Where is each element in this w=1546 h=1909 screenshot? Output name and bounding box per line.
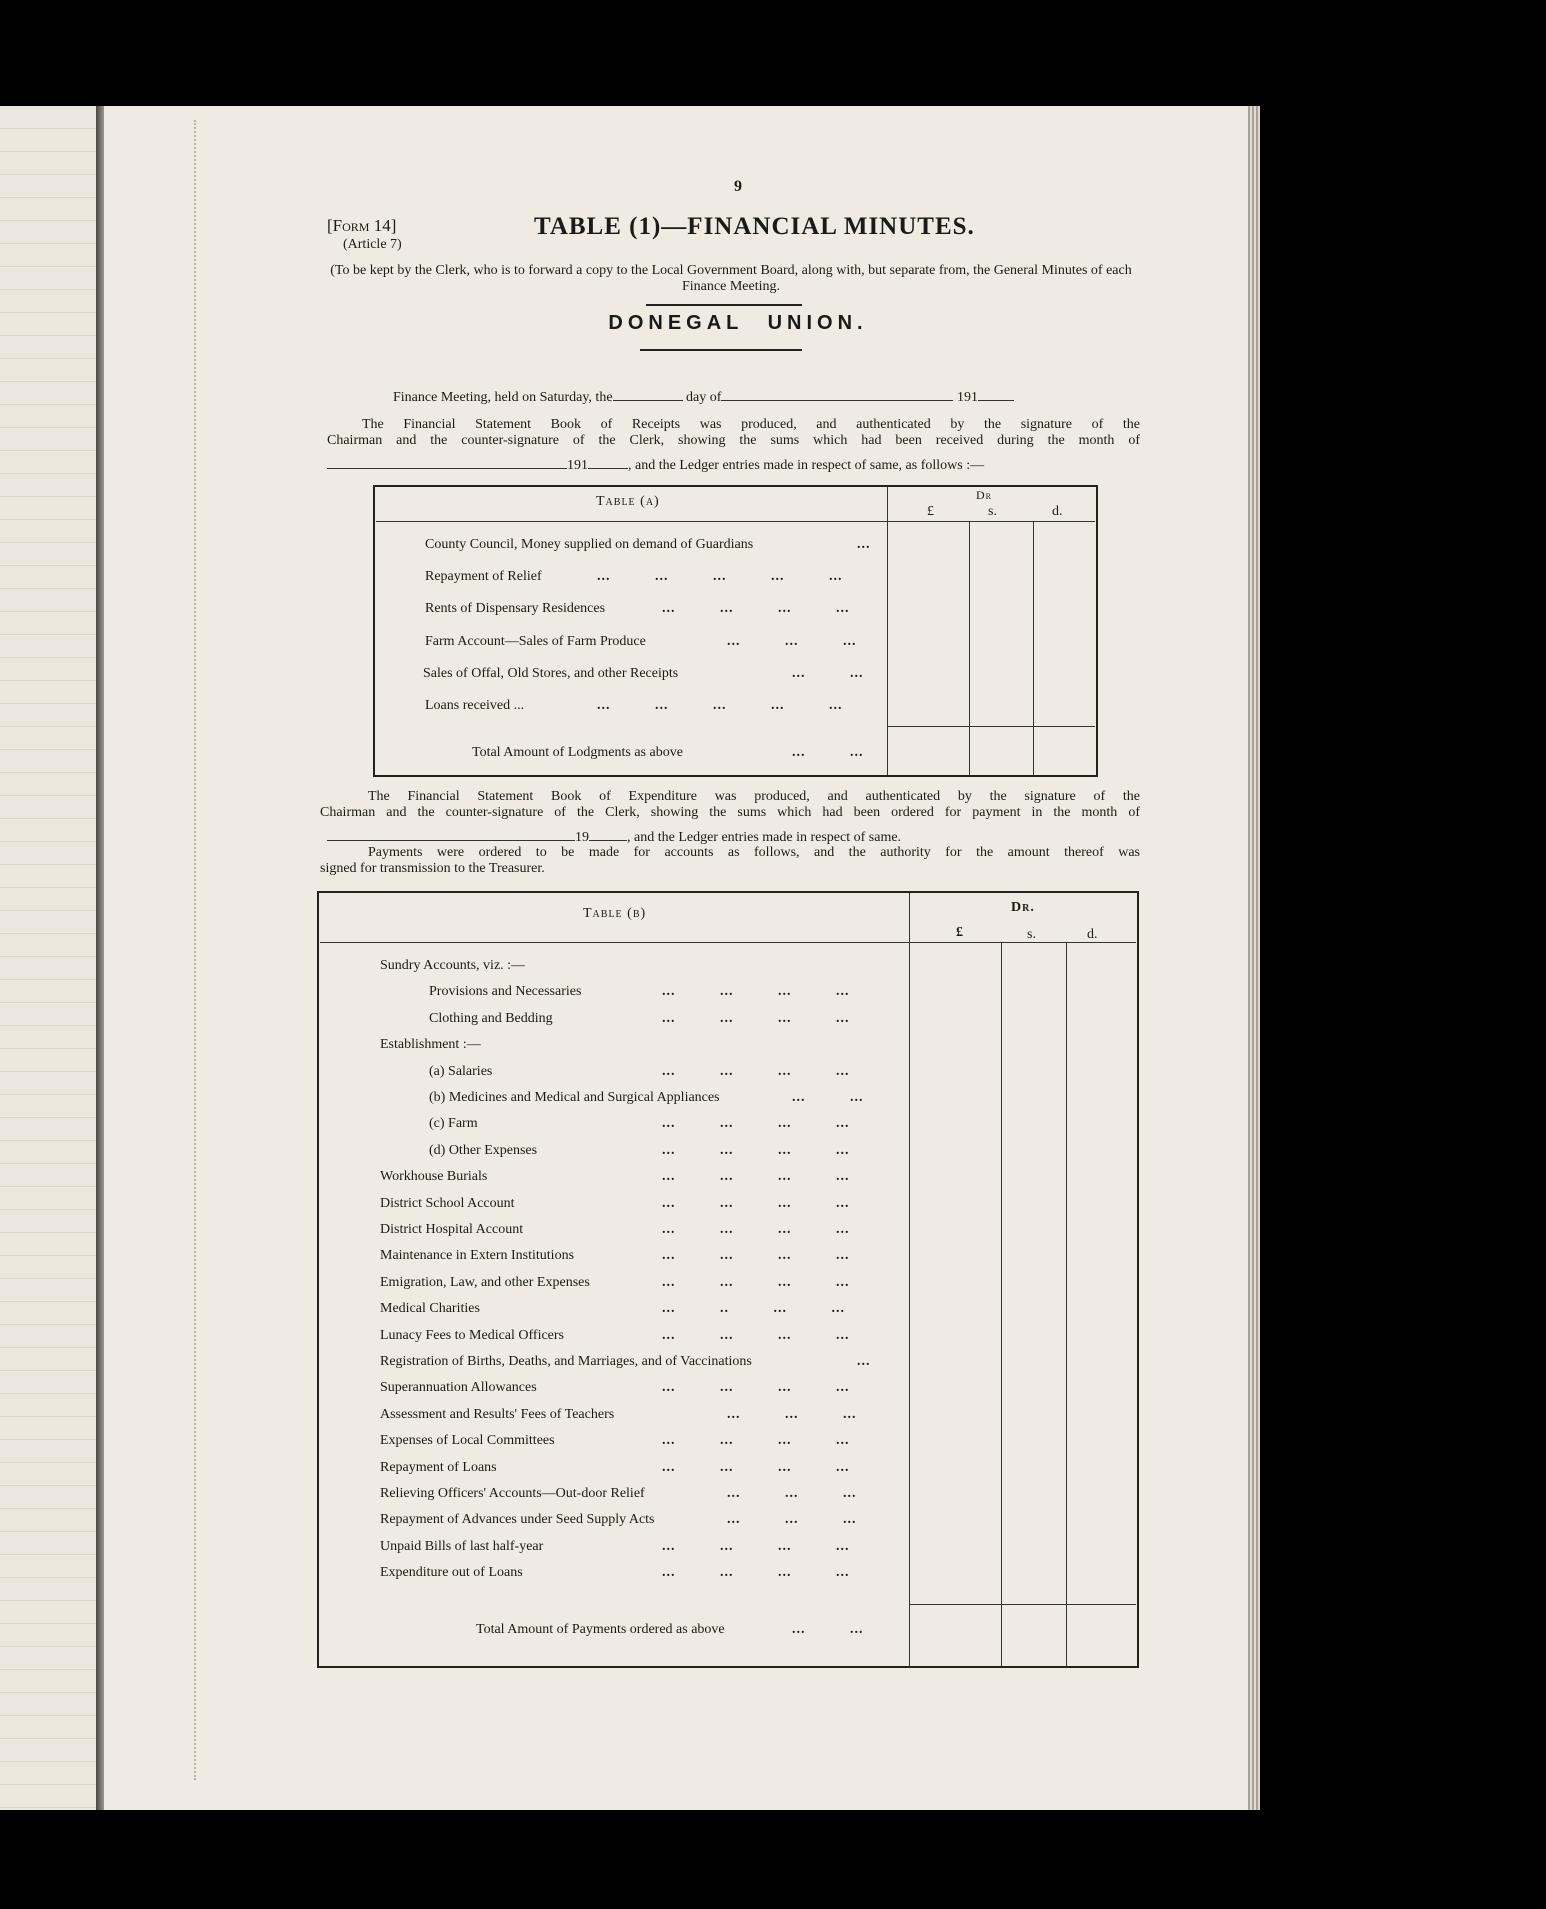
table-a-col-divider <box>1033 521 1034 775</box>
receipts-line-1: The Financial Statement Book of Receipts was produced, and authenticated by the signature of the <box>362 417 1140 432</box>
table-a-pence-header: d. <box>1052 504 1063 519</box>
table-b-row-label: Repayment of Loans <box>380 1460 497 1475</box>
instructions: (To be kept by the Clerk, who is to forward a copy to the Local Government Board, along with, but separate from, the General Minutes of each Finance Meeting. <box>330 263 1132 294</box>
receipts-line-2: Chairman and the counter-signature of the Clerk, showing the sums which had been received during the month of <box>327 433 1140 448</box>
month-blank[interactable] <box>721 389 953 401</box>
table-b-row-label: Medical Charities <box>380 1301 480 1316</box>
table-b-row-dots: ... ... ... ... <box>662 1565 850 1580</box>
table-a-row-label: Rents of Dispensary Residences <box>425 601 606 616</box>
page-edges <box>1248 106 1260 1810</box>
expenditure-year-blank[interactable] <box>589 829 627 841</box>
table-a <box>373 485 1098 777</box>
perforation-line <box>194 120 196 1780</box>
expenditure-line-3-text: , and the Ledger entries made in respect of same. <box>627 830 902 845</box>
table-b-dr: Dr. <box>1011 900 1035 915</box>
table-b-row-label: District Hospital Account <box>380 1222 524 1237</box>
table-b-row-label: Assessment and Results' Fees of Teachers <box>380 1407 615 1422</box>
table-b-row-dots: ... .. ... ... <box>662 1301 845 1316</box>
table-a-row-label: County Council, Money supplied on demand of Guardians <box>425 537 754 552</box>
table-a-col-divider <box>969 521 970 775</box>
table-b-col-divider <box>909 893 910 1666</box>
meeting-line-text: Finance Meeting, held on Saturday, the <box>393 390 613 405</box>
table-a-row-dots: ... ... ... <box>727 634 857 649</box>
table-b-total-dots: ... ... <box>792 1622 864 1637</box>
table-b-row-dots: ... ... ... ... <box>662 1248 850 1263</box>
table-b-shillings-header: s. <box>1027 927 1036 942</box>
table-a-row-dots: ... ... ... ... ... <box>597 698 843 713</box>
table-b-row-dots: ... ... ... ... <box>662 1433 850 1448</box>
table-b-total-rule <box>909 1604 1136 1605</box>
table-b-row-label: Clothing and Bedding <box>429 1011 553 1026</box>
table-b-row-dots: ... ... ... ... <box>662 984 850 999</box>
expenditure-line-2: Chairman and the counter-signature of the Clerk, showing the sums which had been ordered for payment in the month of <box>320 805 1140 820</box>
table-b-pence-header: d. <box>1087 927 1098 942</box>
table-b-row-label: (b) Medicines and Medical and Surgical Appliances <box>429 1090 720 1105</box>
expenditure-line-1: The Financial Statement Book of Expenditure was produced, and authenticated by the signature of the <box>368 789 1140 804</box>
table-a-total-rule <box>887 726 1095 727</box>
table-b-row-dots: ... ... ... ... <box>662 1539 850 1554</box>
table-b-row-label: Expenditure out of Loans <box>380 1565 523 1580</box>
table-b-row-label: Emigration, Law, and other Expenses <box>380 1275 590 1290</box>
table-b-pounds-header: £ <box>956 925 963 940</box>
table-b-row-dots: ... ... ... <box>727 1486 857 1501</box>
union-name: DONEGAL UNION. <box>608 312 868 334</box>
table-a-row-dots: ... ... <box>792 666 864 681</box>
table-b-row-dots: ... ... ... ... <box>662 1380 850 1395</box>
meeting-line-text: day of <box>686 390 722 405</box>
expenditure-line-3 <box>327 829 901 846</box>
year-blank[interactable] <box>978 389 1014 401</box>
receipts-year-blank[interactable] <box>588 457 628 469</box>
year-prefix: 19 <box>575 830 589 845</box>
book-gutter <box>96 106 104 1810</box>
day-blank[interactable] <box>613 389 683 401</box>
table-b-row-label: Establishment :— <box>380 1037 481 1052</box>
table-b-row-label: Lunacy Fees to Medical Officers <box>380 1328 565 1343</box>
article-reference: (Article 7) <box>343 237 402 252</box>
table-b-row-dots: ... ... ... ... <box>662 1169 850 1184</box>
receipts-line-3 <box>327 457 984 474</box>
table-b-row-label: (d) Other Expenses <box>429 1143 538 1158</box>
table-a-row-dots: ... ... ... ... ... <box>597 569 843 584</box>
table-a-row-dots: ... ... ... ... <box>662 601 850 616</box>
table-b-row-label: (a) Salaries <box>429 1064 493 1079</box>
receipts-month-blank[interactable] <box>327 457 567 469</box>
meeting-line <box>393 389 1014 406</box>
table-a-row-label: Sales of Offal, Old Stores, and other Receipts <box>423 666 679 681</box>
table-b-header-rule <box>320 942 1136 943</box>
divider <box>646 304 802 306</box>
table-b-row-dots: ... ... ... ... <box>662 1116 850 1131</box>
table-a-pounds-header: £ <box>927 504 934 519</box>
table-b-row-dots: ... ... ... ... <box>662 1222 850 1237</box>
table-b-row-label: Expenses of Local Committees <box>380 1433 555 1448</box>
table-a-col-divider <box>887 487 888 775</box>
table-b-row-label: District School Account <box>380 1196 515 1211</box>
table-b-row-label: Relieving Officers' Accounts—Out-door Relief <box>380 1486 645 1501</box>
table-a-total-dots: ... ... <box>792 745 864 760</box>
table-a-row-dots: ... <box>857 537 871 552</box>
table-b-row-dots: ... ... <box>792 1090 864 1105</box>
table-a-total-label: Total Amount of Lodgments as above <box>472 745 683 760</box>
table-b-row-dots: ... <box>857 1354 871 1369</box>
table-a-row-label: Farm Account—Sales of Farm Produce <box>425 634 646 649</box>
table-a-shillings-header: s. <box>988 504 997 519</box>
table-b-row-dots: ... ... ... ... <box>662 1011 850 1026</box>
table-b-row-dots: ... ... ... ... <box>662 1196 850 1211</box>
table-b-row-label: Workhouse Burials <box>380 1169 488 1184</box>
meeting-line-text: 191 <box>956 390 978 405</box>
table-b-col-divider <box>1066 942 1067 1666</box>
form-number: [Form 14] <box>327 216 397 235</box>
table-b-row-dots: ... ... ... <box>727 1407 857 1422</box>
table-b-row-dots: ... ... ... <box>727 1512 857 1527</box>
table-b-row-dots: ... ... ... ... <box>662 1460 850 1475</box>
divider <box>640 349 802 351</box>
year-prefix: 191 <box>567 458 588 473</box>
table-a-header-rule <box>376 521 1095 522</box>
table-a-row-label: Loans received ... <box>425 698 525 713</box>
expenditure-line-4: Payments were ordered to be made for accounts as follows, and the authority for the amount thereof was <box>368 845 1140 860</box>
table-b-col-divider <box>1001 942 1002 1666</box>
expenditure-line-5: signed for transmission to the Treasurer. <box>320 861 545 876</box>
receipts-line-3-text: , and the Ledger entries made in respect of same, as follows :— <box>628 458 985 473</box>
table-b-row-label: Provisions and Necessaries <box>429 984 582 999</box>
table-b-row-label: Superannuation Allowances <box>380 1380 537 1395</box>
expenditure-month-blank[interactable] <box>327 829 575 841</box>
table-b-row-dots: ... ... ... ... <box>662 1275 850 1290</box>
table-b-row-dots: ... ... ... ... <box>662 1064 850 1079</box>
table-a-dr: Dr <box>976 488 993 502</box>
page-title: TABLE (1)—FINANCIAL MINUTES. <box>534 213 975 240</box>
table-b-row-label: Sundry Accounts, viz. :— <box>380 958 526 973</box>
table-b-row-label: Unpaid Bills of last half-year <box>380 1539 544 1554</box>
table-a-caption: Table (a) <box>596 494 660 509</box>
table-b-total-label: Total Amount of Payments ordered as above <box>476 1622 725 1637</box>
table-b-row-label: Registration of Births, Deaths, and Marriages, and of Vaccinations <box>380 1354 752 1369</box>
table-b-row-dots: ... ... ... ... <box>662 1328 850 1343</box>
facing-page <box>0 106 96 1810</box>
table-b-caption: Table (b) <box>583 906 647 921</box>
table-b-row-label: Maintenance in Extern Institutions <box>380 1248 575 1263</box>
table-b-row-label: (c) Farm <box>429 1116 478 1131</box>
table-b-row-dots: ... ... ... ... <box>662 1143 850 1158</box>
page-number: 9 <box>734 178 742 195</box>
table-b-row-label: Repayment of Advances under Seed Supply Acts <box>380 1512 655 1527</box>
table-a-row-label: Repayment of Relief <box>425 569 542 584</box>
